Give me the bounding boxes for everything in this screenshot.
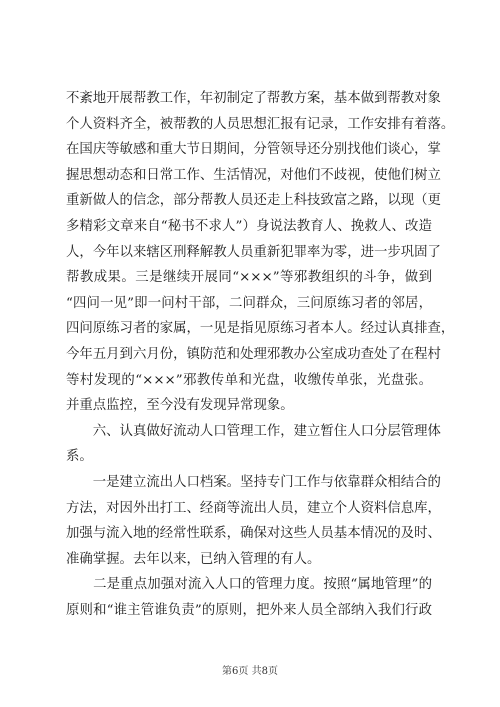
text-line: 个人资料齐全，被帮教的人员思想汇报有记录，工作安排有着落。 xyxy=(66,116,455,132)
text-line: 在国庆等敏感和重大节日期间，分管领导还分别找他们谈心，掌 xyxy=(66,142,441,158)
text-line: 多精彩文章来自“秘书不求人”）身说法教育人、挽救人、改造 xyxy=(66,218,432,234)
text-line: 重新做人的信念，部分帮教人员还走上科技致富之路，以现（更 xyxy=(66,193,441,209)
text-line: 原则和“谁主管谁负责”的原则，把外来人员全部纳入我们行政 xyxy=(66,602,432,618)
text-line: “四问一见”即一问村干部，二问群众，三问原练习者的邻居， xyxy=(66,295,432,311)
body-text xyxy=(66,86,455,623)
text-line: 加强与流入地的经常性联系，确保对这些人员基本情况的及时、 xyxy=(66,526,441,542)
text-line: 不紊地开展帮教工作，年初制定了帮教方案，基本做到帮教对象 xyxy=(66,91,441,106)
text-line: 今年五月到六月份，镇防范和处理邪教办公室成功查处了在程村 xyxy=(66,346,441,362)
text-line: 四问原练习者的家属，一见是指见原练习者本人。经过认真排查， xyxy=(66,321,455,337)
text-line: 等村发现的“×××”邪教传单和光盘，收缴传单张，光盘张。 xyxy=(66,372,432,388)
text-line: 准确掌握。去年以来，已纳入管理的有人。 xyxy=(66,551,321,567)
text-line: 方法，对因外出打工、经商等流出人员，建立个人资料信息库， xyxy=(66,500,441,516)
text-line: 帮教成果。三是继续开展同“×××”等邪教组织的斗争，做到 xyxy=(66,270,432,286)
text-line: 系。 xyxy=(66,449,93,465)
text-line: 并重点监控，至今没有发现异常现象。 xyxy=(66,398,294,414)
text-line: 握思想动态和日常工作、生活情况，对他们不歧视，使他们树立 xyxy=(66,167,441,183)
text-line: 人，今年以来辖区刑释解教人员重新犯罪率为零，进一步巩固了 xyxy=(66,244,441,260)
text-line: 二是重点加强对流入人口的管理力度。按照“属地管理”的 xyxy=(66,577,432,593)
page-footer: 第6页 共8页 xyxy=(222,666,278,677)
text-line: 六、认真做好流动人口管理工作，建立暂住人口分层管理体 xyxy=(66,423,441,439)
text-line: 一是建立流出人口档案。坚持专门工作与依靠群众相结合的 xyxy=(66,474,441,490)
